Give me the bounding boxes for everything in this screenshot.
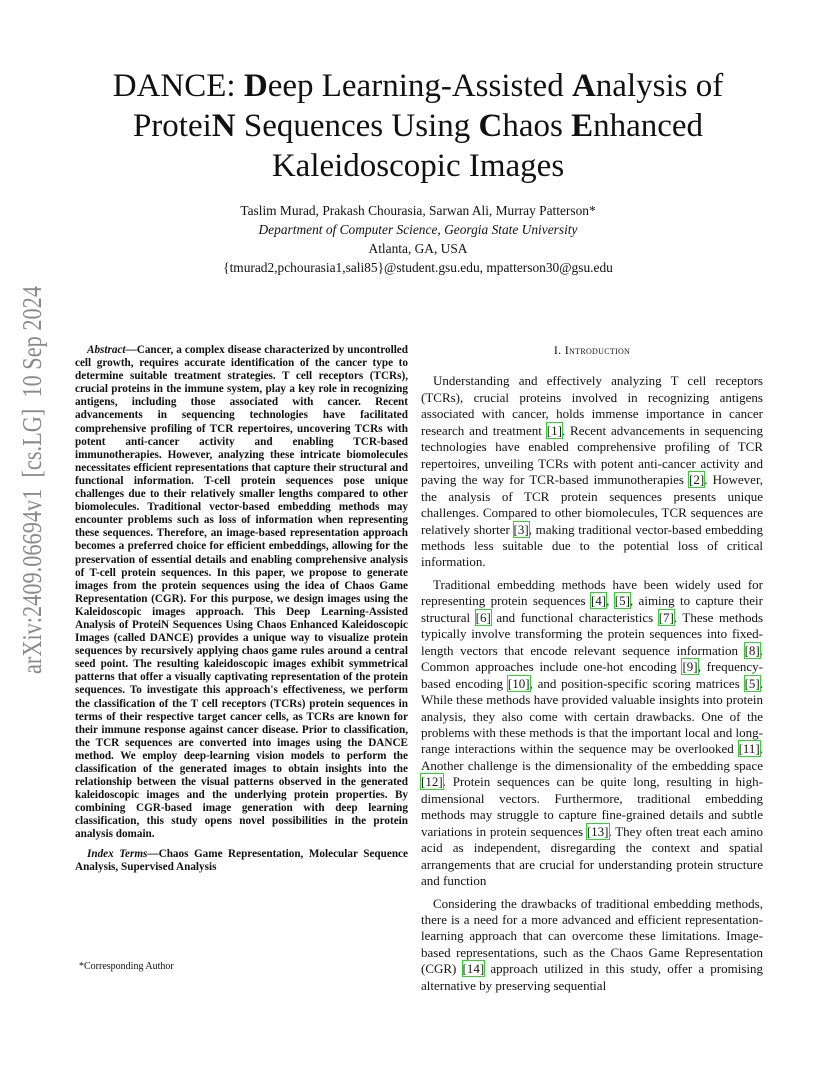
- title-segment: Protei: [132, 108, 212, 144]
- paragraph-text: Traditional embedding methods have been widely used for representing protein sequences: [421, 576, 763, 609]
- paragraph-text: , making traditional vector-based embedding methods less suitable due to the potential loss of critical information.: [421, 521, 764, 570]
- paragraph-text: . Another challenge is the dimensionality of the embedding space: [421, 741, 763, 773]
- citation-link[interactable]: [10]: [507, 675, 530, 691]
- paragraph-text: , and position-specific scoring matrices: [529, 675, 745, 691]
- title-segment: DANCE:: [112, 68, 244, 104]
- index-terms-text: —Chaos Game Representation, Molecular Sequence Analysis, Supervised Analysis: [75, 847, 408, 873]
- citation-link[interactable]: [5]: [614, 593, 630, 609]
- paragraph-text: . However, the analysis of TCR protein sequences presents unique challenges. Compared to other biomolecules, TCR sequences are relatively shorter: [421, 472, 763, 537]
- paragraph-text: approach utilized in this study, offer a promising alternative by preserving sequential: [421, 961, 763, 993]
- section-number: I.: [553, 343, 565, 357]
- title-acronym-letter: E: [571, 108, 594, 144]
- abstract-heading: Abstract: [87, 344, 126, 356]
- title-acronym-letter: A: [571, 68, 596, 104]
- arxiv-identifier-text: arXiv:2409.06694v1 [cs.LG] 10 Sep 2024: [17, 286, 47, 674]
- citation-link[interactable]: [3]: [513, 521, 529, 537]
- title-segment: eep Learning-Assisted: [267, 68, 572, 104]
- author-department: Department of Computer Science, Georgia State University: [258, 222, 578, 237]
- section-heading-introduction: [421, 342, 763, 358]
- citation-link[interactable]: [8]: [744, 642, 760, 658]
- citation-link[interactable]: [7]: [658, 609, 674, 625]
- title-acronym-letter: C: [478, 108, 503, 144]
- abstract: [75, 344, 408, 842]
- index-terms-heading: Index Terms: [87, 847, 148, 860]
- paragraph-text: . They often treat each amino acid as independent, disregarding the context and spatial arrangements that are crucial for understanding protein structure and function: [421, 823, 763, 889]
- citation-link[interactable]: [4]: [590, 593, 607, 609]
- title-acronym-letter: D: [243, 68, 268, 104]
- citation-link[interactable]: [2]: [689, 472, 705, 488]
- paragraph-text: , frequency-based encoding: [421, 659, 763, 691]
- author-names: Taslim Murad, Prakash Chourasia, Sarwan Ali, Murray Patterson*: [240, 203, 596, 218]
- left-column: [75, 344, 408, 874]
- citation-link[interactable]: [5]: [744, 675, 760, 691]
- paragraph-text: . Common approaches include one-hot encoding: [421, 642, 763, 675]
- paragraph-text: . While these methods have provided valuable insights into protein analysis, they also come with certain drawbacks. One of the problems with these methods is that the important local and long-range interactions within the sequence may be overlooked: [421, 675, 763, 757]
- paragraph-text: . Recent advancements in sequencing technologies have enabled comprehensive profiling of TCR repertoires, unveiling TCRs with potent anti-cancer activity and paving the way for TCR-based immunotherapies: [421, 422, 763, 488]
- author-emails: {tmurad2,pchourasia1,sali85}@student.gsu.edu, mpatterson30@gsu.edu: [223, 260, 613, 275]
- section-title: Introduction: [564, 343, 631, 357]
- paragraph-text: Considering the drawbacks of traditional embedding methods, there is a need for a more advanced and efficient representation-learning approach that can overcome these limitations. Image-based representations, such as the Chaos Game Representation (CGR): [421, 895, 763, 977]
- title-segment: nalysis of: [595, 68, 724, 104]
- paragraph-text: , aiming to capture their structural: [421, 593, 764, 625]
- citation-link[interactable]: [1]: [546, 422, 562, 438]
- paper-title: [90, 66, 746, 186]
- intro-paragraph-2: [421, 577, 763, 890]
- citation-link[interactable]: [13]: [586, 823, 609, 839]
- title-segment: nhanced: [593, 108, 704, 144]
- citation-link[interactable]: [12]: [421, 774, 443, 790]
- index-terms: [75, 848, 408, 874]
- intro-paragraph-1: [421, 373, 763, 570]
- footnote: *Corresponding Author: [79, 961, 174, 972]
- title-segment: Kaleidoscopic Images: [271, 148, 565, 184]
- paragraph-text: ,: [606, 593, 615, 609]
- author-block: [100, 201, 736, 277]
- paragraph-text: . These methods typically involve transforming the protein sequences into fixed-length vectors that encode relevant sequence information: [421, 609, 764, 658]
- title-acronym-letter: N: [211, 108, 236, 144]
- citation-link[interactable]: [6]: [475, 609, 491, 625]
- title-segment: haos: [502, 108, 572, 144]
- paragraph-text: Understanding and effectively analyzing T cell receptors (TCRs), crucial proteins involved in recognizing antigens associated with cancer, holds immense importance in cancer research and treatment: [421, 373, 763, 438]
- paragraph-text: and functional characteristics: [490, 609, 659, 625]
- citation-link[interactable]: [9]: [682, 659, 698, 675]
- paragraph-text: . Protein sequences can be quite long, resulting in high-dimensional vectors. Furthermore, traditional embedding methods may struggle to capture fine-grained details and subtle variations in protein sequences: [421, 774, 763, 839]
- abstract-text: —Cancer, a complex disease characterized by uncontrolled cell growth, requires accurate identification of the cancer type to determine suitable treatment strategies. T cell receptors (TCRs), crucial proteins in the immune system, play a key role in recognizing antigens, including those associated with cancer. Recent advancements in sequencing technologies have facilitated comprehensive profiling of TCR repertoires, uncovering TCRs with potent anti-cancer activity and enabling TCR-based immunotherapies. However, analyzing these intricate biomolecules necessitates efficient representations that capture their structural and functional information. T-cell protein sequences pose unique challenges due to their relatively smaller lengths compared to other biomolecules. Traditional vector-based embedding methods may encounter problems such as loss of information when representing these sequences. Therefore, an image-based representation approach becomes a preferred choice for efficient embeddings, allowing for the preservation of essential details and enabling comprehensive analysis of T-cell protein sequences. In this paper, we propose to generate images from the protein sequences using the idea of Chaos Game Representation (CGR). For this purpose, we design images using the Kaleidoscopic images approach. This Deep Learning-Assisted Analysis of ProteiN Sequences Using Chaos Enhanced Kaleidoscopic Images (called DANCE) provides a unique way to visualize protein sequences by recursively applying chaos game rules around a central seed point. The resulting kaleidoscopic images exhibit symmetrical patterns that offer a visually captivating representation of the protein sequences. To investigate this approach's effectiveness, we perform the classification of the T cell receptors (TCRs) protein sequences in terms of their respective target cancer cells, as TCRs are known for their immune response against cancer disease. Prior to classification, the TCR sequences are converted into images using the DANCE method. We employ deep-learning vision models to perform the classification of the generated images to obtain insights into the relationship between the visual patterns observed in the generated kaleidoscopic images and the underlying protein properties. By combining CGR-based image generation with deep learning classification, this study opens novel possibilities in the protein analysis domain.: [75, 344, 408, 841]
- right-column: [421, 342, 763, 1000]
- arxiv-identifier-stamp: [14, 286, 48, 676]
- title-segment: Sequences Using: [235, 108, 479, 144]
- intro-paragraph-3: [421, 896, 763, 995]
- citation-link[interactable]: [14]: [462, 961, 485, 977]
- author-location: Atlanta, GA, USA: [368, 241, 468, 256]
- citation-link[interactable]: [11]: [738, 741, 760, 757]
